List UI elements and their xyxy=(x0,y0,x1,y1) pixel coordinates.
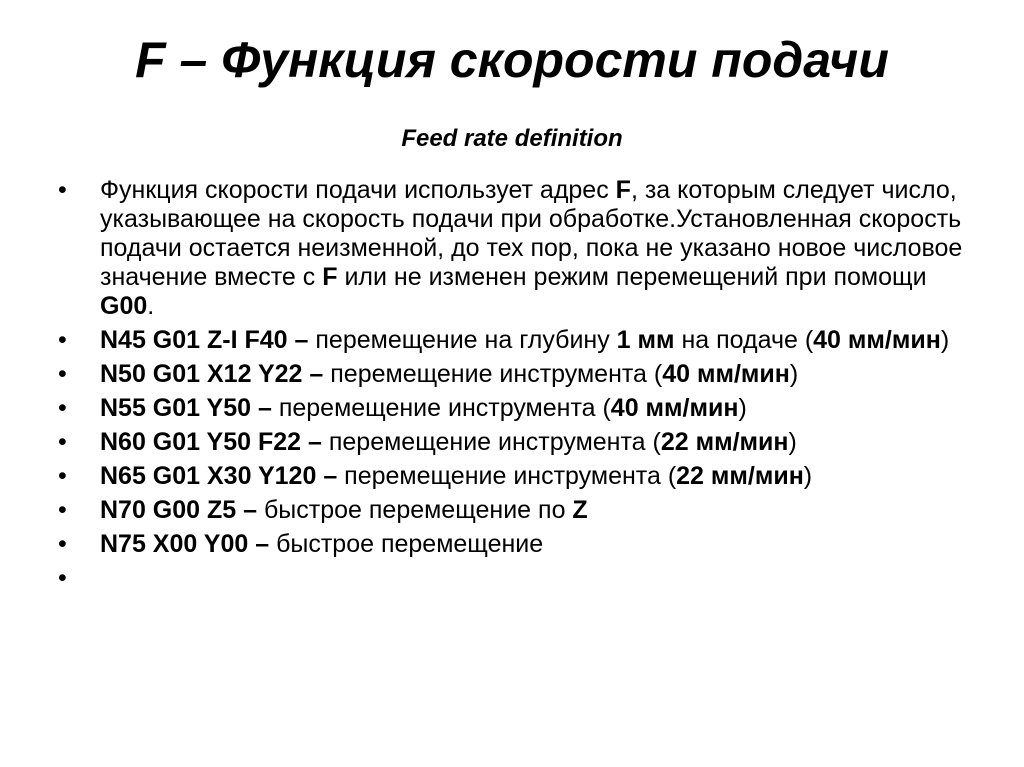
text-run: ) xyxy=(788,428,797,456)
bullet-item-n75 xyxy=(58,530,968,559)
text-run-bold: F xyxy=(322,263,338,291)
text-run: или не изменен режим перемещений при помощи xyxy=(337,263,927,291)
text-run-bold: 1 мм xyxy=(616,326,675,354)
bullet-text xyxy=(100,326,949,354)
text-run: перемещение инструмента ( xyxy=(321,428,661,456)
text-run: , за которым следует число, указывающее на скорость подачи при обработке.Установленная скорость подачи остается неизменной, до тех пор, пока не указано новое числовое значение вместе с xyxy=(100,176,963,291)
bullet-text xyxy=(100,564,107,592)
bullet-item-empty xyxy=(58,564,968,593)
bullet-marker: • xyxy=(58,428,67,456)
bullet-item-n45 xyxy=(58,326,968,355)
code-line: N45 G01 Z-I F40 – xyxy=(100,326,309,354)
text-run-bold: 22 мм/мин xyxy=(660,428,789,456)
bullet-text xyxy=(100,496,588,524)
text-run: ) xyxy=(940,326,950,354)
bullet-item-n50 xyxy=(58,360,968,389)
text-run-bold: 22 мм/мин xyxy=(676,462,804,490)
bullet-marker: • xyxy=(58,462,67,490)
slide-title: F – Функция скорости подачи xyxy=(135,32,889,88)
bullet-text xyxy=(100,462,812,490)
text-run: быстрое перемещение xyxy=(269,530,544,558)
code-line: N75 X00 Y00 – xyxy=(100,530,270,558)
text-run: перемещение на глубину xyxy=(308,326,617,354)
bullet-text xyxy=(100,428,797,456)
text-run: перемещение инструмента ( xyxy=(323,360,663,388)
code-line: N70 G00 Z5 – xyxy=(100,496,258,524)
bullet-text xyxy=(100,530,543,558)
text-run-bold: Z xyxy=(572,496,588,524)
text-run: перемещение инструмента ( xyxy=(271,394,611,422)
code-line: N65 G01 X30 Y120 – xyxy=(100,462,338,490)
text-run-bold: 40 мм/мин xyxy=(813,326,941,354)
text-run: ) xyxy=(803,462,813,490)
text-run-bold: 40 мм/мин xyxy=(610,394,739,422)
bullet-text xyxy=(100,176,962,320)
code-line: N60 G01 Y50 F22 – xyxy=(100,428,322,456)
bullet-marker: • xyxy=(58,176,67,204)
text-run: ) xyxy=(738,394,747,422)
bullet-marker: • xyxy=(58,564,67,592)
bullet-marker: • xyxy=(58,360,67,388)
text-run-bold: 40 мм/мин xyxy=(662,360,790,388)
bullet-item-n65 xyxy=(58,462,968,491)
bullet-marker: • xyxy=(58,496,67,524)
bullet-item-feed-definition xyxy=(58,176,968,321)
code-line: N50 G01 X12 Y22 – xyxy=(100,360,324,388)
text-run: быстрое перемещение по xyxy=(257,496,573,524)
text-run: перемещение инструмента ( xyxy=(337,462,677,490)
bullet-marker: • xyxy=(58,326,67,354)
slide-subtitle: Feed rate definition xyxy=(401,125,623,152)
text-run-bold: G00 xyxy=(100,292,148,320)
text-run-bold: F xyxy=(615,176,631,204)
bullet-marker: • xyxy=(58,530,67,558)
bullet-item-n70 xyxy=(58,496,968,525)
code-line: N55 G01 Y50 – xyxy=(100,394,272,422)
bullet-marker: • xyxy=(58,394,67,422)
text-run: ) xyxy=(789,360,799,388)
bullet-item-n60 xyxy=(58,428,968,457)
text-run: . xyxy=(147,292,155,320)
text-run: на подаче ( xyxy=(674,326,814,354)
bullet-list xyxy=(58,176,968,598)
text-run: Функция скорости подачи использует адрес xyxy=(100,176,616,204)
bullet-text xyxy=(100,394,747,422)
bullet-text xyxy=(100,360,798,388)
bullet-item-n55 xyxy=(58,394,968,423)
